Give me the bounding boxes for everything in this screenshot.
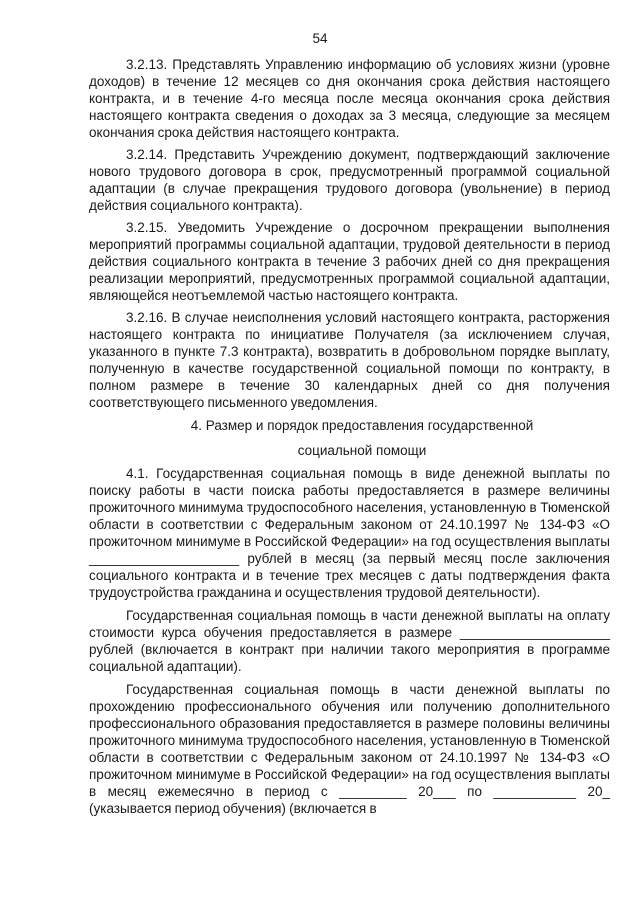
section-4-heading-line-1: 4. Размер и порядок предоставления государственной	[190, 418, 534, 433]
paragraph-course-payment: Государственная социальная помощь в части денежной выплаты на оплату стоимости курса обучения предоставляется в размере ____________________ рублей (включается в контракт при наличии такого мероприятия в программе социальной адаптации).	[89, 608, 614, 674]
clause-3-2-13: 3.2.13. Представлять Управлению информацию об условиях жизни (уровне доходов) в течение 12 месяцев со дня окончания срока действия настоящего контракта, и в течение 4-го месяца после месяца окончания срока действия настоящего контракта сведения о доходах за 3 месяца, следующие за месяцем окончания срока действия настоящего контракта.	[89, 57, 614, 140]
page-number: 54	[312, 31, 328, 46]
clause-3-2-14: 3.2.14. Представить Учреждению документ, подтверждающий заключение нового трудового договора в срок, предусмотренный программой социальной адаптации (в случае прекращения трудового договора (увольнение) в период действия социального контракта).	[89, 147, 614, 213]
paragraph-training-payment: Государственная социальная помощь в части денежной выплаты по прохождению профессионального обучения или получению дополнительного профессионального образования предоставляется в размере половины величины прожиточного минимума трудоспособного населения, установленную в Тюменской области в соответствии с Федеральным законом от 24.10.1997 № 134-ФЗ «О прожиточном минимуме в Российской Федерации» на год осуществления выплаты в месяц ежемесячно в период с _________ 20___ по ___________ 20_ (указывается период обучения) (включается в	[89, 682, 614, 816]
clause-3-2-15: 3.2.15. Уведомить Учреждение о досрочном прекращении выполнения мероприятий программы социальной адаптации, трудовой деятельности в период действия социального контракта в течение 3 рабочих дней со дня прекращения реализации мероприятий, предусмотренных программой социальной адаптации, являющейся неотъемлемой частью настоящего контракта.	[89, 220, 614, 303]
clause-4-1: 4.1. Государственная социальная помощь в виде денежной выплаты по поиску работы в части поиска работы предоставляется в размере величины прожиточного минимума трудоспособного населения, установленную в Тюменской области в соответствии с Федеральным законом от 24.10.1997 № 134-ФЗ «О прожиточном минимуме в Российской Федерации» на год осуществления выплаты ____________________ рублей в месяц (за первый месяц после заключения социального контракта и в течение трех месяцев с даты подтверждения факта трудоустройства гражданина и осуществления трудовой деятельности).	[89, 466, 614, 600]
section-4-heading-line-2: социальной помощи	[297, 443, 427, 458]
clause-3-2-16: 3.2.16. В случае неисполнения условий настоящего контракта, расторжения настоящего контракта по инициативе Получателя (за исключением случая, указанного в пункте 7.3 контракта), возвратить в добровольном порядке выплату, полученную в качестве государственной социальной помощи по контракту, в полном размере в течение 30 календарных дней со дня получения соответствующего письменного уведомления.	[89, 310, 614, 410]
document-body	[89, 56, 614, 817]
